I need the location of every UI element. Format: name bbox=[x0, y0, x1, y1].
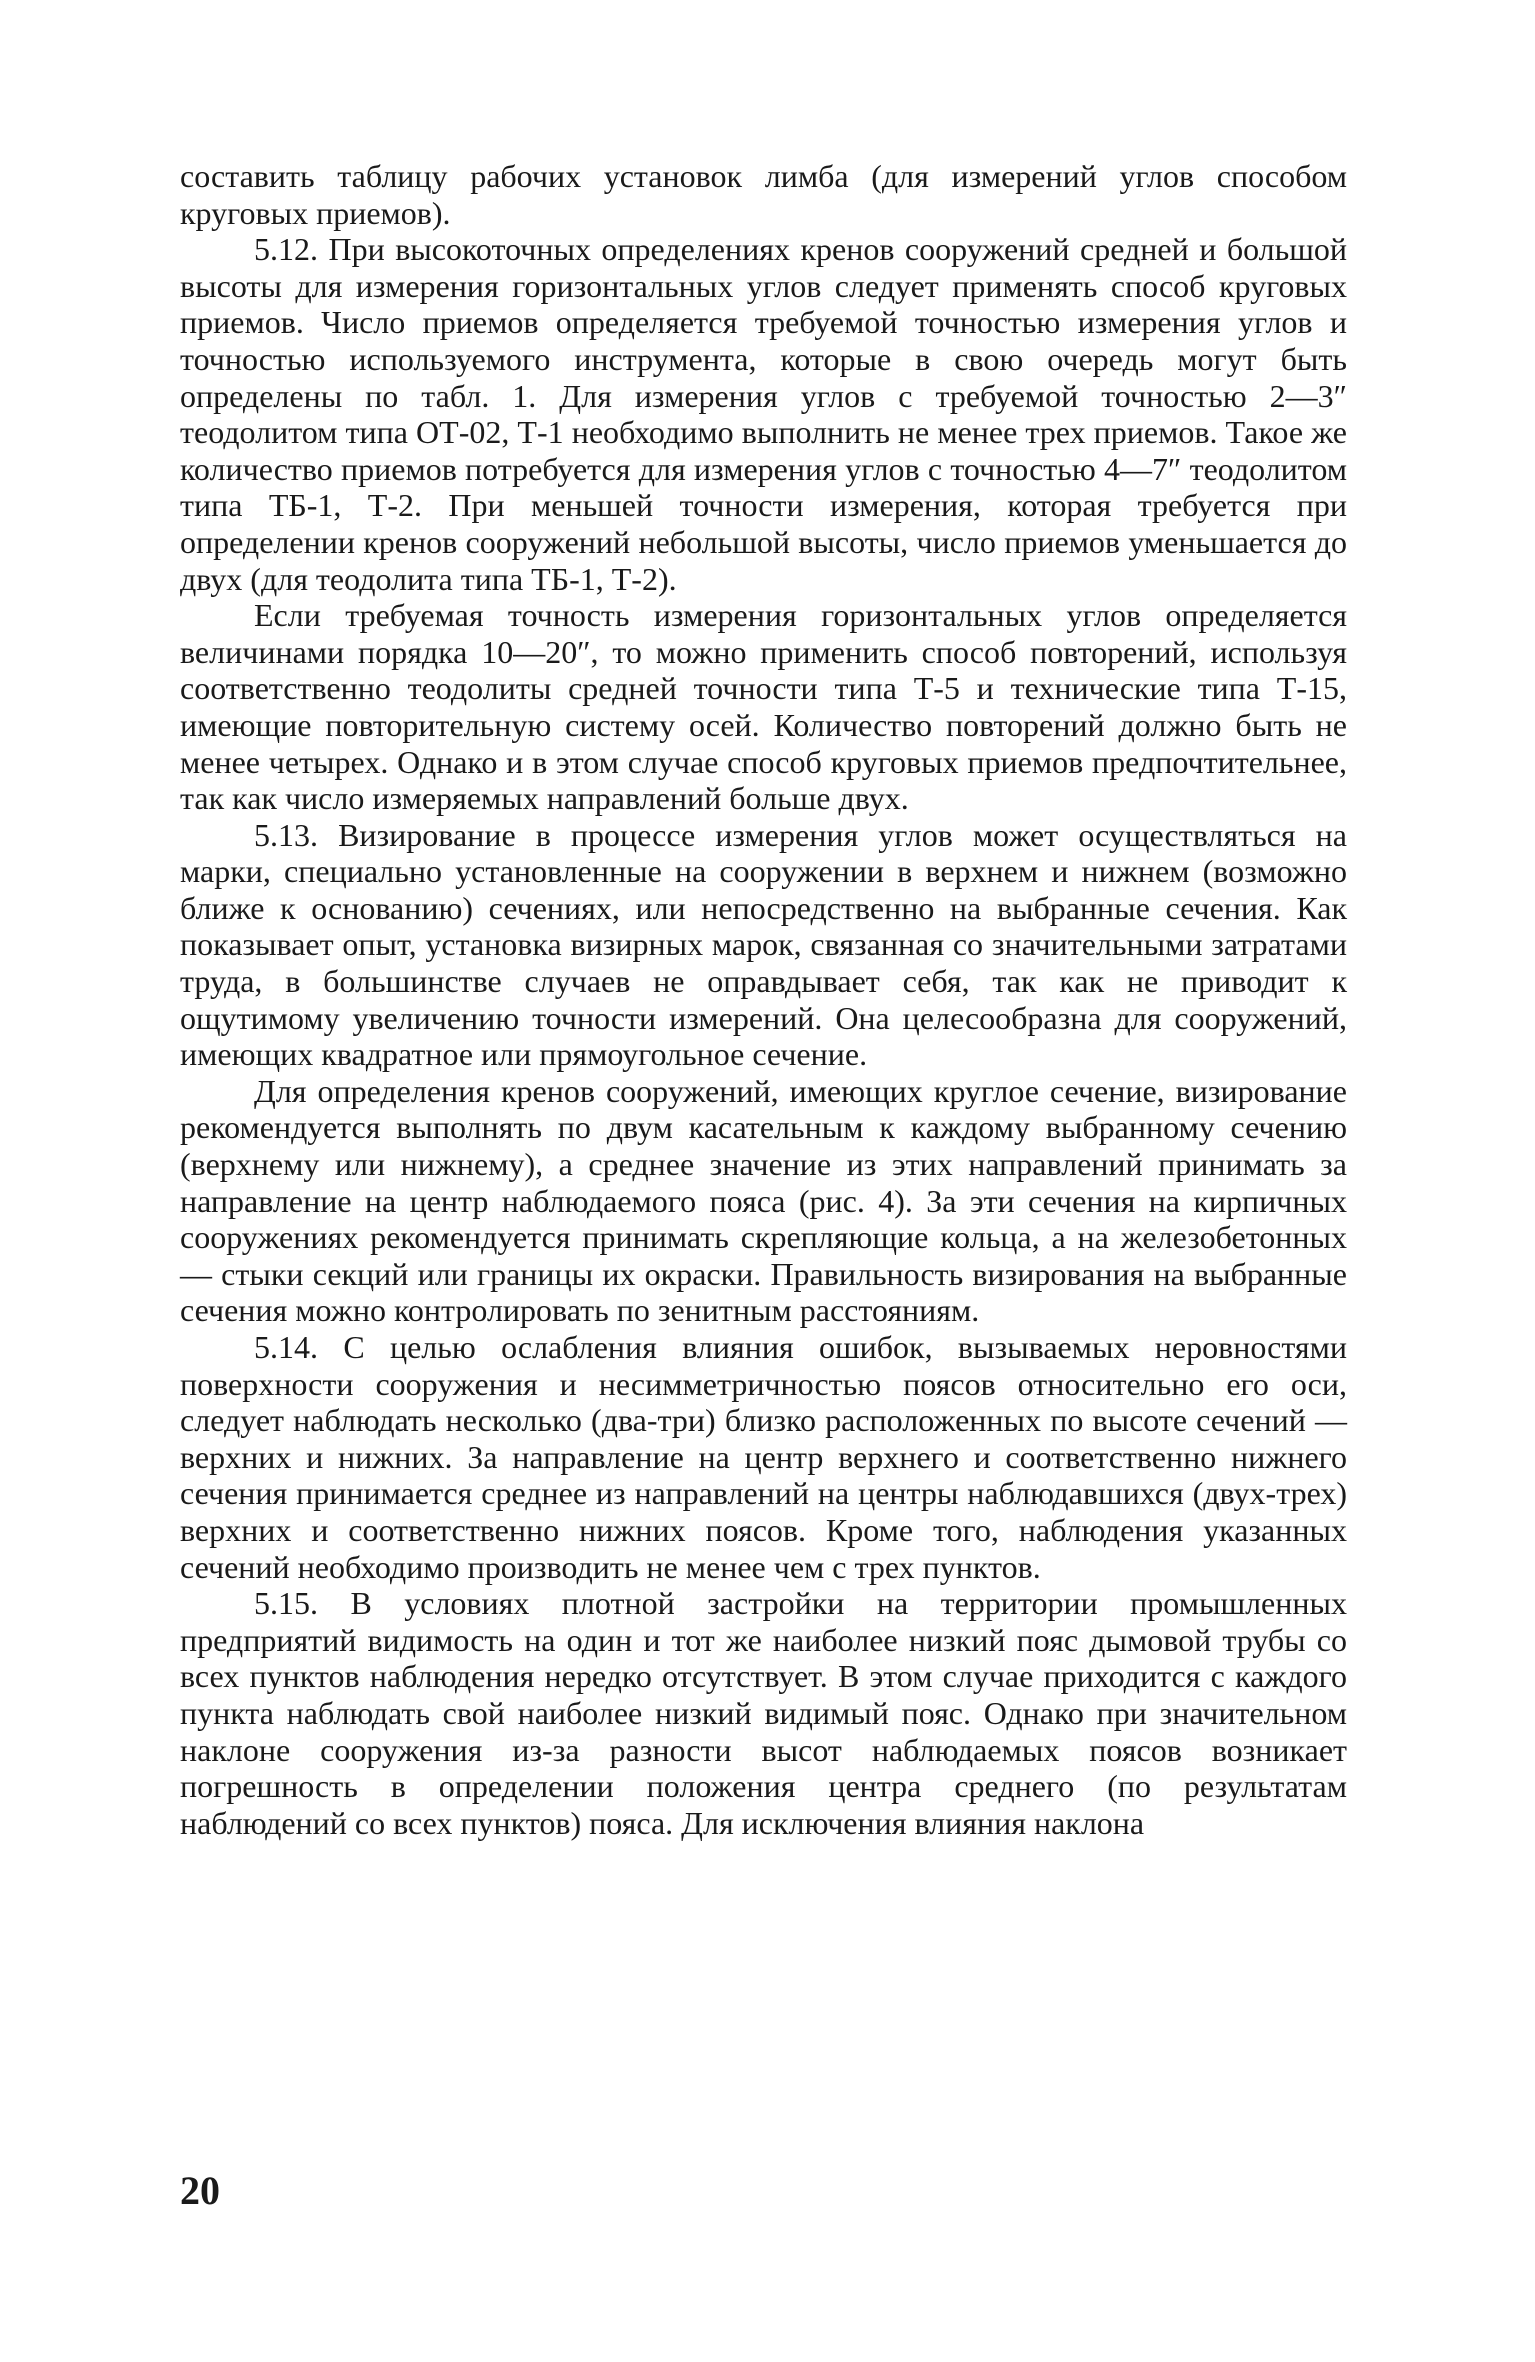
paragraph-5-13: 5.13. Визирование в процессе измерения углов может осуществляться на марки, специально установленные на сооружении в верхнем и нижнем (возможно ближе к основанию) сечениях, или непосредственно на выбранные сечения. Как показывает опыт, установка визирных марок, связанная со значительными затратами труда, в большинстве случаев не оправдывает себя, так как не приводит к ощутимому увеличению точности измерений. Она целесообразна для сооружений, имеющих квадратное или прямоугольное сечение. bbox=[180, 816, 1347, 1073]
page-number: 20 bbox=[180, 2168, 220, 2213]
paragraph-5-13-cont: Для определения кренов сооружений, имеющих круглое сечение, визирование рекомендуется выполнять по двум касательным к каждому выбранному сечению (верхнему или нижнему), а среднее значение из этих направлений принимать за направление на центр наблюдаемого пояса (рис. 4). За эти сечения на кирпичных сооружениях рекомендуется принимать скрепляющие кольца, а на железобетонных — стыки секций или границы их окраски. Правильность визирования на выбранные сечения можно контролировать по зенитным расстояниям. bbox=[180, 1072, 1347, 1329]
page-body bbox=[180, 158, 1347, 1841]
paragraph-5-15: 5.15. В условиях плотной застройки на территории промышленных предприятий видимость на один и тот же наиболее низкий пояс дымовой трубы со всех пунктов наблюдения нередко отсутствует. В этом случае приходится с каждого пункта наблюдать свой наиболее низкий видимый пояс. Однако при значительном наклоне сооружения из-за разности высот наблюдаемых поясов возникает погрешность в определении положения центра среднего (по результатам наблюдений со всех пунктов) пояса. Для исключения влияния наклона bbox=[180, 1585, 1347, 1841]
paragraph-5-14: 5.14. С целью ослабления влияния ошибок, вызываемых неровностями поверхности сооружения и несимметричностью поясов относительно его оси, следует наблюдать несколько (два-три) близко расположенных по высоте сечений — верхних и нижних. За направление на центр верхнего и соответственно нижнего сечения принимается среднее из направлений на центры наблюдавшихся (двух-трех) верхних и соответственно нижних поясов. Кроме того, наблюдения указанных сечений необходимо производить не менее чем с трех пунктов. bbox=[180, 1329, 1347, 1585]
paragraph-5-12: 5.12. При высокоточных определениях кренов сооружений средней и большой высоты для измерения горизонтальных углов следует применять способ круговых приемов. Число приемов определяется требуемой точностью измерения углов и точностью используемого инструмента, которые в свою очередь могут быть определены по табл. 1. Для измерения углов с требуемой точностью 2—3″ теодолитом типа ОТ-02, Т-1 необходимо выполнить не менее трех приемов. Такое же количество приемов потребуется для измерения углов с точностью 4—7″ теодолитом типа ТБ-1, Т-2. При меньшей точности измерения, которая требуется при определении кренов сооружений небольшой высоты, число приемов уменьшается до двух (для теодолита типа ТБ-1, Т-2). bbox=[180, 231, 1347, 597]
paragraph-5-12-cont: Если требуемая точность измерения горизонтальных углов определяется величинами порядка 10—20″, то можно применить способ повторений, используя соответственно теодолиты средней точности типа Т-5 и технические типа Т-15, имеющие повторительную систему осей. Количество повторений должно быть не менее четырех. Однако и в этом случае способ круговых приемов предпочтительнее, так как число измеряемых направлений больше двух. bbox=[180, 597, 1347, 817]
paragraph-5-11-end: составить таблицу рабочих установок лимба (для измерений углов способом круговых приемов). bbox=[180, 158, 1347, 231]
